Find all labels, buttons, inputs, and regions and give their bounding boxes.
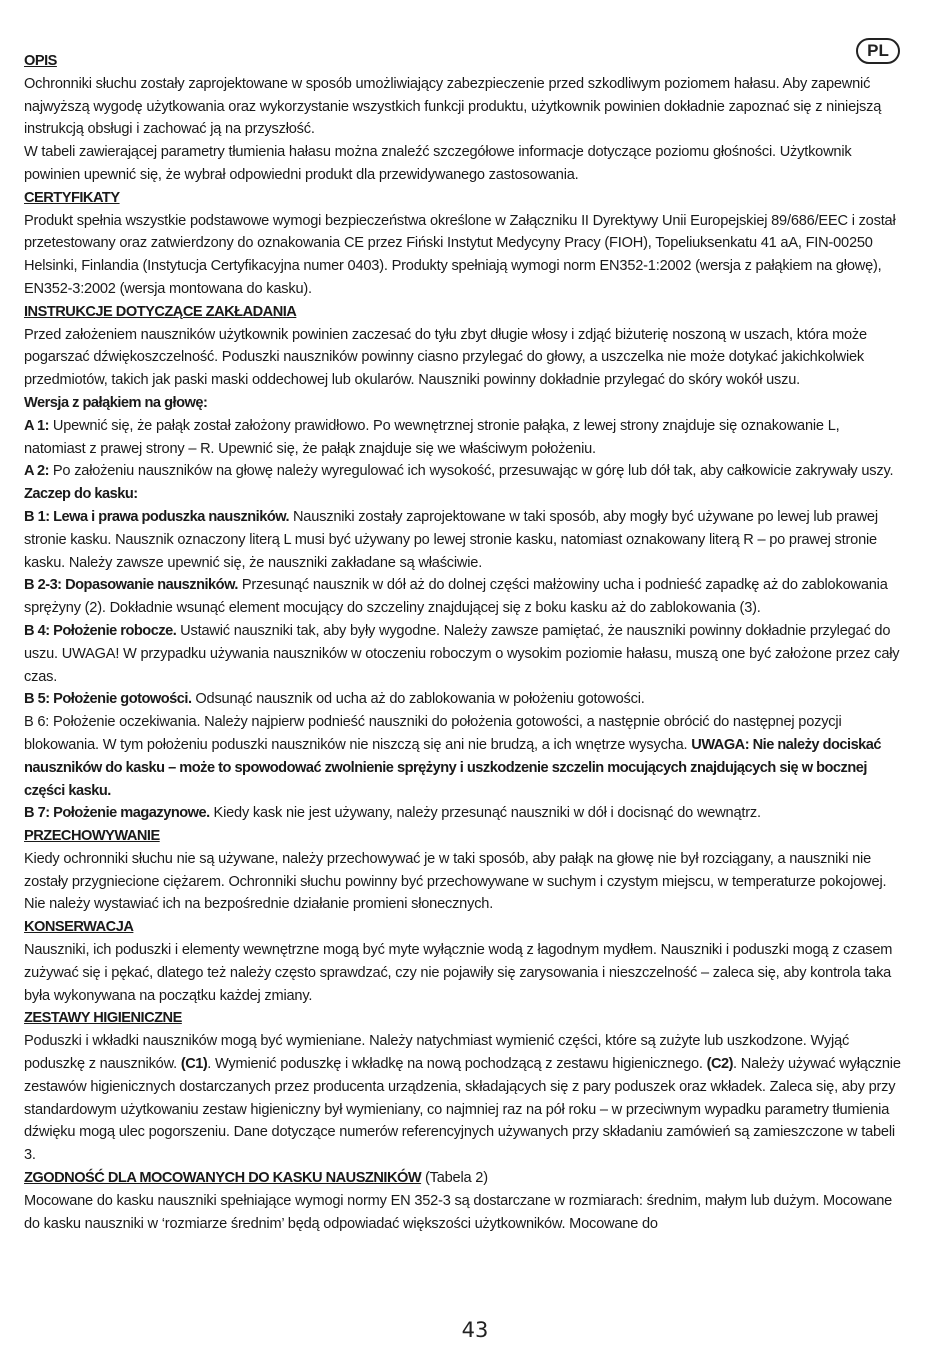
headband-version-heading: Wersja z pałąkiem na głowę: <box>24 394 208 411</box>
konserwacja-paragraph: Nauszniki, ich poduszki i elementy wewnętrzne mogą być myte wyłącznie wodą z łagodnym mydłem. Nauszniki i poduszki mogą z czasem zużywać się i pękać, dlatego też należy często sprawdzać, czy nie pojawiły się zarysowania i nieszczelność – zaleca się, aby kontrola taka była wykonywana na początku każdej zmiany. <box>24 942 893 1004</box>
step-b5 <box>24 688 904 711</box>
step-b5-text: Odsunąć nausznik od ucha aż do zablokowania w położeniu gotowości. <box>195 691 645 708</box>
step-b7-text: Kiedy kask nie jest używany, należy przesunąć nauszniki w dół i docisnąć do wewnątrz. <box>213 805 761 822</box>
step-b6 <box>24 711 904 802</box>
zestawy-text-2: . Wymienić poduszkę i wkładkę na nową pochodzącą z zestawu higienicznego. <box>207 1056 703 1073</box>
certyfikaty-paragraph: Produkt spełnia wszystkie podstawowe wymogi bezpieczeństwa określone w Załączniku II Dyrektywy Unii Europejskiej 89/686/EEC i został przetestowany oraz zatwierdzony do oznakowania CE przez Fiński Instytut Medycyny Pracy (FIOH), Topeliuksenkatu 41 aA, FIN-00250 Helsinki, Finlandia (Instytucja Certyfikacyjna numer 0403). Produkty spełniają wymogi norm EN352-1:2002 (wersja z pałąkiem na głowę), EN352-3:2002 (wersja montowana do kasku). <box>24 212 896 297</box>
step-a1 <box>24 415 904 461</box>
step-b5-label: B 5: Położenie gotowości. <box>24 691 192 708</box>
step-a2 <box>24 460 904 483</box>
instrukcje-paragraph: Przed założeniem nauszników użytkownik powinien zaczesać do tyłu zbyt długie włosy i zdjąć biżuterię noszoną w uszach, która może pogarszać dźwiękoszczelność. Poduszki nauszników powinny ciasno przylegać do głowy, a uszczelka nie może dotykać jakichkolwiek przedmiotów, takich jak paski maski oddechowej lub okularów. Nauszniki powinny dokładnie przylegać do skóry wokół uszu. <box>24 326 867 389</box>
page-number: 43 <box>461 1318 489 1342</box>
zestawy-paragraph <box>24 1030 904 1167</box>
figure-ref-c1: (C1) <box>180 1056 208 1073</box>
step-b23-text: Przesunąć nausznik w dół aż do dolnej części małżowiny ucha i podnieść zapadkę aż do zablokowania sprężyny (2). Dokładnie wsunąć element mocujący do szczeliny znajdującej się z boku kasku aż do zablokowania (3). <box>24 577 888 617</box>
step-b4 <box>24 620 904 688</box>
step-a2-label: A 2: <box>24 463 50 480</box>
przechowywanie-paragraph: Kiedy ochronniki słuchu nie są używane, należy przechowywać je w taki sposób, aby pałąk na głowę nie był rozciągany, a nauszniki nie zostały przygniecione ciężarem. Ochronniki słuchu powinny być przechowywane w suchym i czystym miejscu, w temperaturze pokojowej. Nie należy wystawiać ich na bezpośrednie działanie promieni słonecznych. <box>24 850 887 913</box>
language-badge: PL <box>856 38 900 64</box>
step-a2-text: Po założeniu nauszników na głowę należy wyregulować ich wysokość, przesuwając w górę lub dół tak, aby całkowicie zakrywały uszy. <box>52 463 894 480</box>
step-b1 <box>24 506 904 574</box>
figure-ref-c2: (C2) <box>706 1056 734 1073</box>
section-heading-instrukcje: INSTRUKCJE DOTYCZĄCE ZAKŁADANIA <box>24 303 297 320</box>
step-b7-label: B 7: Położenie magazynowe. <box>24 805 210 822</box>
step-b4-label: B 4: Położenie robocze. <box>24 622 177 639</box>
step-b7 <box>24 802 904 825</box>
helmet-attachment-heading: Zaczep do kasku: <box>24 486 138 503</box>
document-body <box>24 50 904 1235</box>
opis-paragraph-1: Ochronniki słuchu zostały zaprojektowane w sposób umożliwiający zabezpieczenie przed szkodliwym poziomem hałasu. Aby zapewnić najwyższą wygodę użytkowania oraz wykorzystanie wszystkich funkcji produktu, użytkownik powinien dokładnie zapoznać się z niniejszą instrukcją obsługi i zachować ją na przyszłość. <box>24 75 882 138</box>
section-heading-konserwacja: KONSERWACJA <box>24 919 134 936</box>
zgodnosc-paragraph: Mocowane do kasku nauszniki spełniające wymogi normy EN 352-3 są dostarczane w rozmiarach: średnim, małym lub dużym. Mocowane do kasku nauszniki w ‘rozmiarze średnim’ będą odpowiadać większości użytkowników. Mocowane do <box>24 1192 893 1232</box>
step-a1-text: Upewnić się, że pałąk został założony prawidłowo. Po wewnętrznej stronie pałąka, z lewej strony znajduje się oznakowanie L, natomiast z prawej strony – R. Upewnić się, że pałąk znajduje się we właściwym położeniu. <box>24 417 840 457</box>
zestawy-text-3: . Należy używać wyłącznie zestawów higienicznych dostarczanych przez producenta urządzenia, składających się z pary poduszek oraz wkładek. Zaleca się, aby przy standardowym użytkowaniu zestaw higieniczny był wymieniany, co najmniej raz na pół roku – w przeciwnym wypadku parametry tłumienia dźwięku mogą ulec pogorszeniu. Dane dotyczące numerów referencyjnych używanych przy składaniu zamówień są zamieszczone w tabeli 3. <box>24 1056 901 1164</box>
step-b23-label: B 2-3: Dopasowanie nauszników. <box>24 577 238 594</box>
section-heading-zgodnosc: ZGODNOŚĆ DLA MOCOWANYCH DO KASKU NAUSZNIKÓW <box>24 1170 422 1187</box>
step-a1-label: A 1: <box>24 417 50 434</box>
step-b6-text: B 6: Położenie oczekiwania. Należy najpierw podnieść nauszniki do położenia gotowości, a następnie obrócić do następnej pozycji blokowania. W tym położeniu poduszki nauszników nie niszczą się ani nie brudzą, a ich wnętrze wysycha. <box>24 714 842 753</box>
zestawy-text-1: Poduszki i wkładki nauszników mogą być wymieniane. Należy natychmiast wymienić części, które są zużyte lub uszkodzone. Wyjąć poduszkę z nauszników. <box>24 1033 850 1073</box>
zgodnosc-heading-line <box>24 1167 904 1190</box>
step-b23 <box>24 574 904 620</box>
step-b1-text: Nauszniki zostały zaprojektowane w taki sposób, aby mogły być używane po lewej lub prawej stronie kasku. Nausznik oznaczony literą L musi być używany po lewej stronie kasku, natomiast oznakowany literą R – po prawej stronie kasku. Należy zawsze upewnić się, że nauszniki zakładane są właściwie. <box>24 508 878 571</box>
opis-paragraph-2: W tabeli zawierającej parametry tłumienia hałasu można znaleźć szczegółowe informacje dotyczące poziomu głośności. Użytkownik powinien upewnić się, że wybrał odpowiedni produkt dla przewidywanego zastosowania. <box>24 144 852 183</box>
section-heading-opis: OPIS <box>24 53 57 69</box>
section-heading-przechowywanie: PRZECHOWYWANIE <box>24 828 160 845</box>
step-b1-label: B 1: Lewa i prawa poduszka nauszników. <box>24 508 290 525</box>
section-heading-zestawy: ZESTAWY HIGIENICZNE <box>24 1010 182 1027</box>
zgodnosc-heading-suffix: (Tabela 2) <box>424 1170 488 1187</box>
step-b4-text: Ustawić nauszniki tak, aby były wygodne. Należy zawsze pamiętać, że nauszniki powinny dokładnie przylegać do uszu. UWAGA! W przypadku używania nauszników w otoczeniu roboczym o wysokim poziomie hałasu, muszą one być założone przez cały czas. <box>24 622 900 685</box>
section-heading-certyfikaty: CERTYFIKATY <box>24 189 120 206</box>
step-b6-warning: UWAGA: Nie należy dociskać nauszników do kasku – może to spowodować zwolnienie sprężyny i uszkodzenie szczelin mocujących znajdujących się w bocznej części kasku. <box>24 736 882 799</box>
